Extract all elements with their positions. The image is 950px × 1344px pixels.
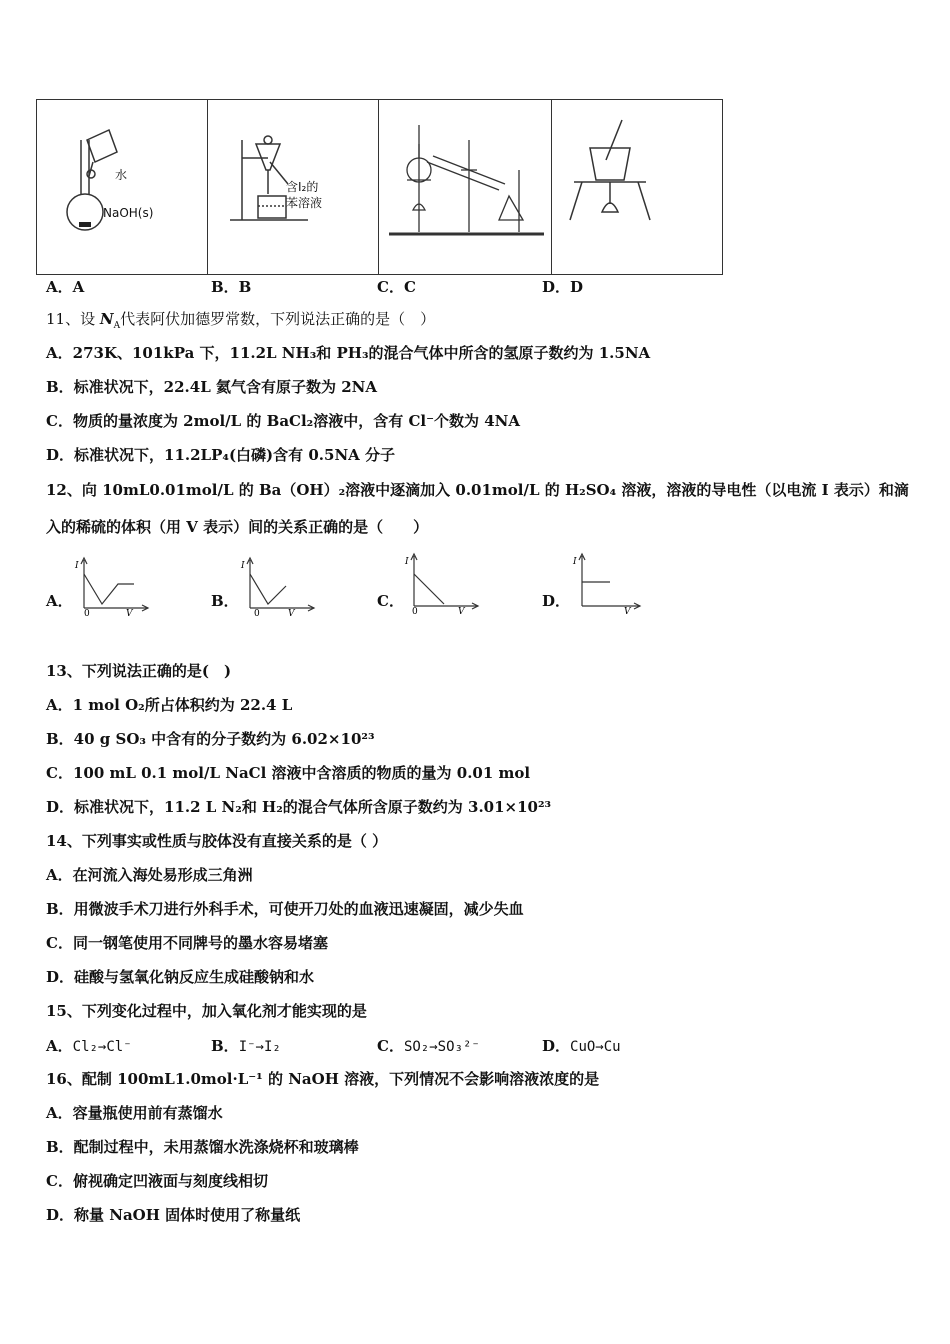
q12-b-axis-x: V [288,609,295,616]
q12-c-axis-y: I [405,557,409,567]
q12-stem-line2: 入的稀硫的体积（用 V 表示）间的关系正确的是（ ） [46,518,429,536]
q15-d-text: CuO→Cu [570,1039,621,1055]
apparatus-a-naoh-label: NaOH(s) [103,206,154,220]
apparatus-d-image [552,100,722,270]
q12-b-axis-y: I [241,561,245,571]
apparatus-b-label-2: 苯溶液 [286,196,323,210]
q14-option-b: B．用微波手术刀进行外科手术，可使开刀处的血液迅速凝固，减少失血 [46,900,524,918]
q13-option-a: A．1 mol O₂所占体积约为 22.4 L [46,696,293,714]
q12-a-axis-x: V [126,609,133,616]
q12-option-d: D． [542,592,571,610]
q14-option-c: C．同一钢笔使用不同牌号的墨水容易堵塞 [46,934,328,952]
q12-stem-line1: 12、向 10mL0.01mol/L 的 Ba（OH）₂溶液中逐滴加入 0.01mol/L 的 H₂SO₄ 溶液，溶液的导电性（以电流 I 表示）和滴 [46,481,909,499]
q16-option-c: C．俯视确定凹液面与刻度线相切 [46,1172,268,1190]
q12-option-a: A． [46,592,73,610]
q11-option-b: B．标准状况下，22.4L 氦气含有原子数为 2NA [46,378,377,396]
q12-c-origin: 0 [412,607,418,616]
q15-a-letter: A． [46,1037,73,1055]
apparatus-cell-b [208,100,379,275]
q15-stem: 15、下列变化过程中，加入氧化剂才能实现的是 [46,1002,367,1020]
q13-stem: 13、下列说法正确的是( ) [46,662,232,680]
apparatus-cell-c [379,100,552,275]
q15-a-text: Cl₂→Cl⁻ [72,1039,132,1055]
q15-option-b [211,1035,281,1056]
q12-option-b: B． [211,592,239,610]
q14-option-d: D．硅酸与氢氧化钠反应生成硅酸钠和水 [46,968,315,986]
q10-option-b: B．B [211,278,252,296]
apparatus-a-water-label: 水 [115,168,128,182]
q13-option-b: B．40 g SO₃ 中含有的分子数约为 6.02×10²³ [46,730,375,748]
q16-stem: 16、配制 100mL1.0mol·L⁻¹ 的 NaOH 溶液，下列情况不会影响溶液浓度的是 [46,1070,600,1088]
q15-d-letter: D． [542,1037,571,1055]
q13-option-c: C．100 mL 0.1 mol/L NaCl 溶液中含溶质的物质的量为 0.01 mol [46,764,531,782]
q11-option-a: A．273K、101kPa 下，11.2L NH₃和 PH₃的混合气体中所含的氢原子数约为 1.5NA [46,344,651,362]
q11-stem-prefix: 11、设 [46,310,100,328]
q12-option-c: C． [377,592,404,610]
q15-option-d [542,1035,621,1056]
q13-option-d: D．标准状况下，11.2 L N₂和 H₂的混合气体所含原子数约为 3.01×10²³ [46,798,552,816]
q15-option-c [377,1035,480,1056]
q12-graph-a [72,556,152,616]
q11-option-c: C．物质的量浓度为 2mol/L 的 BaCl₂溶液中，含有 Cl⁻个数为 4NA [46,412,521,430]
q11-stem-na: N [99,310,114,328]
q16-option-a: A．容量瓶使用前有蒸馏水 [46,1104,223,1122]
q16-option-b: B．配制过程中，未用蒸馏水洗涤烧杯和玻璃棒 [46,1138,359,1156]
apparatus-table [36,99,723,275]
q11-stem [46,309,435,336]
q12-graph-c [402,552,482,616]
apparatus-c-image [379,100,551,270]
q12-c-axis-x: V [458,607,465,616]
q10-option-c: C．C [377,278,416,296]
q11-stem-sub: A [113,321,121,331]
q10-option-d: D．D [542,278,584,296]
q12-a-axis-y: I [75,561,79,571]
q10-option-a: A．A [46,278,85,296]
q14-option-a: A．在河流入海处易形成三角洲 [46,866,253,884]
q14-stem: 14、下列事实或性质与胶体没有直接关系的是（ ） [46,832,388,850]
q12-graph-b [238,556,318,616]
q12-graph-d [570,552,650,616]
apparatus-b-label-1: 含I₂的 [286,180,319,194]
q12-b-origin: 0 [254,609,260,616]
q15-b-text: I⁻→I₂ [238,1039,281,1055]
q12-a-origin: 0 [84,609,90,616]
q15-option-a [46,1035,132,1056]
q11-stem-suffix: 代表阿伏加德罗常数，下列说法正确的是（ ） [120,310,436,328]
q15-b-letter: B． [211,1037,239,1055]
apparatus-cell-a [37,100,208,275]
q15-c-letter: C． [377,1037,404,1055]
q12-d-axis-y: I [573,557,577,567]
q12-d-axis-x: V [624,607,631,616]
q15-c-text: SO₂→SO₃²⁻ [403,1039,480,1055]
q11-option-d: D．标准状况下，11.2LP₄(白磷)含有 0.5NA 分子 [46,446,396,464]
apparatus-cell-d [552,100,723,275]
apparatus-a-image [37,100,207,270]
q16-option-d: D．称量 NaOH 固体时使用了称量纸 [46,1206,301,1224]
